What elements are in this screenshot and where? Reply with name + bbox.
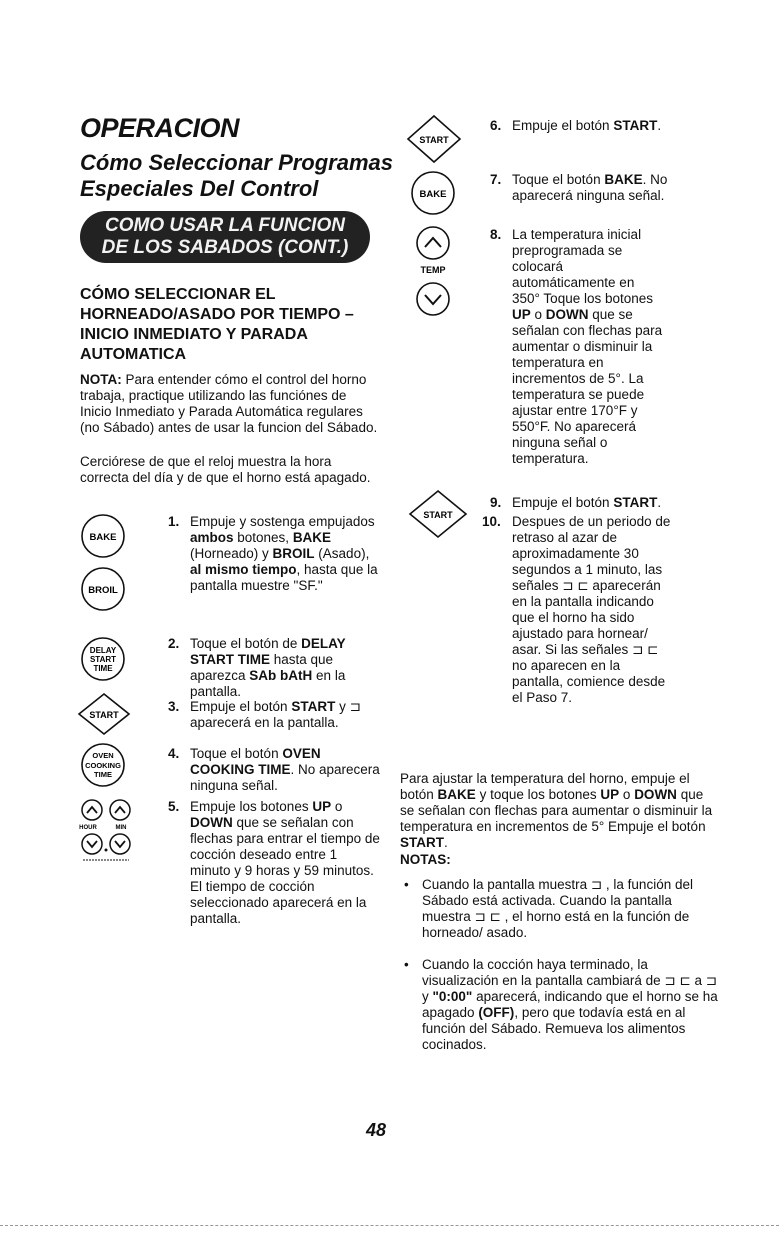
step-6 [490, 118, 740, 138]
bake-icon-label: BAKE [89, 532, 117, 543]
delay-start-time-button-icon [80, 636, 126, 682]
time-icon-label: TIME [94, 770, 112, 779]
oven-icon-label: OVEN [92, 751, 114, 760]
step-text: Empuje y sostenga empujados ambos botones, BAKE (Horneado) y BROIL (Asado), al mismo tiempo, hasta que la pantalla muestre "SF." [190, 514, 378, 593]
step-number: 4. [168, 746, 180, 761]
delay-start-icon-label: START [89, 655, 117, 664]
bullet-dot: • [404, 877, 409, 892]
page-subtitle: Cómo Seleccionar Programas Especiales Del Control [80, 150, 394, 201]
hour-icon-label: HOUR [79, 825, 97, 831]
section-heading: CÓMO SELECCIONAR EL HORNEADO/ASADO POR TIEMPO – INICIO INMEDIATO Y PARADA AUTOMATICA [80, 286, 354, 363]
bullet-dot: • [404, 957, 409, 972]
cerciorese-paragraph: Cerciórese de que el reloj muestra la hora correcta del día y de que el horno está apagado. [80, 454, 371, 485]
start-button-icon-right [405, 113, 463, 165]
step-number: 9. [490, 495, 502, 510]
step-10 [482, 514, 702, 704]
step-5 [168, 799, 383, 929]
hour-min-arrows-icon [77, 797, 147, 867]
notas-heading: NOTAS: [400, 852, 451, 867]
bullet-text: Cuando la pantalla muestra ⊐ , la función del Sábado está activada. Cuando la pantalla muestra ⊐ ⊏ , el horno está en la función de horneado/ asado. [422, 877, 693, 940]
nota-text: Para entender cómo el control del horno trabaja, practique utilizando las funciónes de Inicio Inmediato y Parada Automática regulares (no Sábado) antes de usar la funcion del Sábado. [80, 372, 378, 435]
step-number: 3. [168, 699, 180, 714]
banner-text: COMO USAR LA FUNCION DE LOS SABADOS (CONT.) [101, 215, 349, 258]
bake-button-icon [80, 513, 126, 559]
step-7 [490, 172, 740, 212]
step-text: Empuje los botones UP o DOWN que se señalan con flechas para entrar el tiempo de cocción deseado entre 1 minuto y 9 horas y 59 minutos. El tiempo de cocción seleccionado aparecerá en la pantalla. [190, 799, 380, 926]
broil-button-icon [80, 566, 126, 612]
step-4 [168, 746, 383, 796]
step-3 [168, 699, 383, 749]
start-icon-label: START [423, 510, 453, 520]
delay-icon-label: DELAY [89, 646, 117, 655]
nota-paragraph [80, 372, 380, 436]
bake-icon-label: BAKE [419, 189, 447, 200]
step-text: Empuje el botón START y ⊐ aparecerá en la pantalla. [190, 699, 361, 730]
step-text: La temperatura inicial preprogramada se colocará automáticamente en 350° Toque los botones UP o DOWN que se señalan con flechas para aumentar o disminuir la temperatura en incrementos de 5°. La temperatura se puede ajustar entre 170°F y 550°F. No aparecerá ninguna señal o temperatura. [512, 227, 663, 466]
step-number: 6. [490, 118, 502, 133]
step-number: 8. [490, 227, 502, 242]
bottom-divider [0, 1225, 779, 1226]
step-text: Empuje el botón START. [512, 495, 662, 510]
page-title: OPERACION [80, 113, 240, 143]
step-text: Toque el botón BAKE. No aparecerá ninguna señal. [512, 172, 668, 203]
start-button-icon-right-2 [407, 488, 469, 540]
start-icon-label: START [419, 135, 449, 145]
step-number: 10. [482, 514, 501, 529]
step-text: Despues de un periodo de retraso al azar de aproximadamente 30 segundos a 1 minuto, las señales ⊐ ⊏ aparecerán en la pantalla indicando que el horno ha sido ajustado para hornear/ asar. Si las señales ⊐ ⊏ no aparecen en la pantalla, comience desde el Paso 7. [512, 514, 671, 705]
step-text: Empuje el botón START. [512, 118, 662, 133]
adjust-temperature-paragraph: Para ajustar la temperatura del horno, empuje el botón BAKE y toque los botones UP o DOWN que se señalan con flechas para aumentar o disminuir la temperatura en incrementos de 5° Empuje el botón START. [400, 771, 713, 850]
step-8 [490, 227, 690, 487]
step-number: 5. [168, 799, 180, 814]
step-text: Toque el botón OVEN COOKING TIME. No aparecera ninguna señal. [190, 746, 380, 793]
delay-time-icon-label: TIME [93, 664, 113, 673]
step-1 [168, 514, 383, 614]
step-number: 2. [168, 636, 180, 651]
step-text: Toque el botón de DELAY START TIME hasta que aparezca SAb bAtH en la pantalla. [190, 636, 346, 699]
step-number: 7. [490, 172, 502, 187]
nota-label: NOTA: [80, 372, 122, 387]
nota-bullet-1 [400, 877, 720, 957]
nota-bullet-2 [400, 957, 720, 1087]
temp-up-down-icon [412, 225, 454, 321]
start-icon-label: START [89, 710, 119, 720]
oven-cooking-time-button-icon [80, 742, 126, 788]
start-button-icon [76, 691, 132, 737]
temp-icon-label: TEMP [420, 265, 446, 275]
min-icon-label: MIN [115, 825, 127, 831]
bake-button-icon-right [410, 170, 456, 216]
cooking-icon-label: COOKING [85, 761, 121, 770]
step-number: 1. [168, 514, 180, 529]
step-2 [168, 636, 383, 699]
step-9 [490, 495, 740, 515]
section-banner [80, 211, 370, 263]
page-number: 48 [366, 1120, 387, 1140]
broil-icon-label: BROIL [88, 585, 118, 596]
bullet-text: Cuando la cocción haya terminado, la visualización en la pantalla cambiará de ⊐ ⊏ a ⊐ y "0:00" aparecerá, indicando que el horno se ha apagado (OFF), pero que todavía está en al función del Sábado. Remueva los alimentos cocinados. [422, 957, 718, 1052]
